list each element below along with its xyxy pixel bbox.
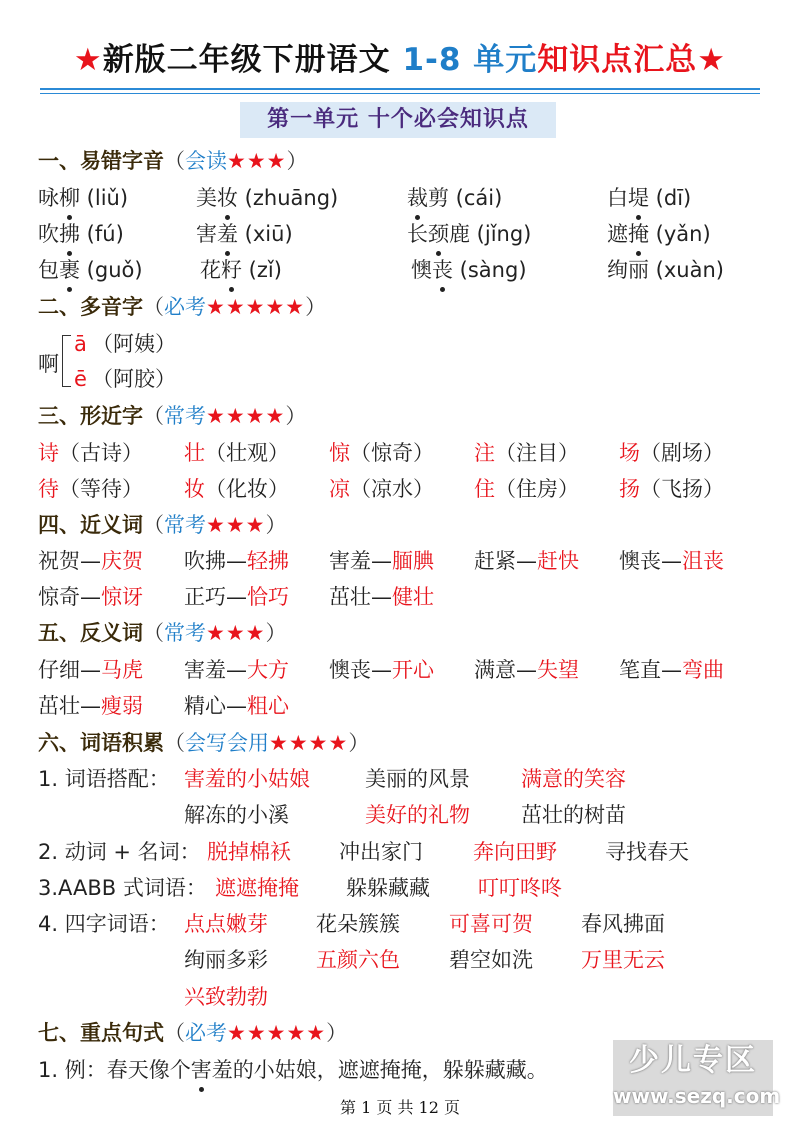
similar-char-item: 场（剧场） xyxy=(619,441,724,465)
synonym-pair: 懊丧—沮丧 xyxy=(619,549,724,573)
similar-char-item: 惊（惊奇） xyxy=(329,441,434,465)
antonym-pair: 满意—失望 xyxy=(474,658,579,682)
pinyin-item: 遮掩 (yǎn) xyxy=(607,217,711,251)
rating-stars: ★★★ xyxy=(227,149,287,173)
similar-char-item: 壮（壮观） xyxy=(184,441,289,465)
pinyin-item: 美妆 (zhuāng) xyxy=(196,181,338,215)
pinyin-item: 咏柳 (liǔ) xyxy=(38,181,128,215)
polyphone-reading: ē （阿胶） xyxy=(74,367,176,391)
synonym-pair: 正巧—恰巧 xyxy=(184,585,289,609)
pinyin-item: 害羞 (xiū) xyxy=(196,217,293,251)
section-heading-sentences: 七、重点句式（必考★★★★★） xyxy=(38,1021,348,1045)
antonym-pair: 害羞—大方 xyxy=(184,658,289,682)
rating-stars: ★★★★ xyxy=(269,731,349,755)
title-part-range: 1-8 xyxy=(402,42,462,78)
document-title xyxy=(0,38,800,82)
similar-char-item: 凉（凉水） xyxy=(329,477,434,501)
title-divider xyxy=(40,88,760,90)
vocab-row-aabb: 3.AABB 式词语： 遮遮掩掩 躲躲藏藏 叮叮咚咚 xyxy=(38,876,562,900)
antonym-pair: 仔细—马虎 xyxy=(38,658,143,682)
synonym-pair: 茁壮—健壮 xyxy=(329,585,434,609)
synonym-pair: 害羞—腼腆 xyxy=(329,549,434,573)
antonyms-row xyxy=(0,689,800,723)
antonym-pair: 笔直—弯曲 xyxy=(619,658,724,682)
rating-stars: ★★★★ xyxy=(206,404,286,428)
similar-char-item: 待（等待） xyxy=(38,477,143,501)
synonyms-row xyxy=(0,580,800,614)
vocab-row-verb-noun: 2. 动词 + 名词： 脱掉棉袄 冲出家门 奔向田野 寻找春天 xyxy=(38,840,689,864)
pinyin-item: 绚丽 (xuàn) xyxy=(607,258,724,282)
pinyin-item: 裁剪 (cái) xyxy=(407,181,502,215)
rating-stars: ★★★★★ xyxy=(227,1021,327,1045)
pinyin-row xyxy=(0,181,800,215)
synonyms-row xyxy=(0,544,800,578)
similar-char-item: 注（注目） xyxy=(474,441,579,465)
title-part-grade: 新版二年级下册语文 xyxy=(102,42,391,78)
vocab-row-collocation: 1. 词语搭配： 害羞的小姑娘 美丽的风景 满意的笑容 xyxy=(38,767,626,791)
synonym-pair: 祝贺—庆贺 xyxy=(38,549,143,573)
similar-chars-row xyxy=(0,436,800,470)
title-divider xyxy=(40,93,760,94)
section-heading-vocab: 六、词语积累（会写会用★★★★） xyxy=(38,731,370,755)
unit-title: 第一单元 十个必会知识点 xyxy=(240,102,556,138)
sentence-example: 1. 例：春天像个害羞的小姑娘，遮遮掩掩，躲躲藏藏。 xyxy=(0,1053,800,1087)
site-logo: 少儿专区 xyxy=(629,1043,757,1078)
pinyin-row xyxy=(0,253,800,287)
star-icon: ★ xyxy=(697,42,727,78)
title-part-unit: 单元 xyxy=(473,42,538,78)
vocab-row-idioms: 兴致勃勃 xyxy=(184,985,268,1009)
section-heading-pronunciation: 一、易错字音（会读★★★） xyxy=(38,149,308,173)
title-part-summary: 知识点汇总 xyxy=(537,42,698,78)
page-number: 第 1 页 共 12 页 xyxy=(340,1098,460,1117)
antonym-pair: 精心—粗心 xyxy=(184,694,289,718)
polyphone-char: 啊 xyxy=(38,352,59,376)
pinyin-row xyxy=(0,217,800,251)
similar-char-item: 诗（古诗） xyxy=(38,441,143,465)
synonym-pair: 惊奇—惊讶 xyxy=(38,585,143,609)
similar-char-item: 妆（化妆） xyxy=(184,477,289,501)
pinyin-item: 长颈鹿 (jǐng) xyxy=(407,217,531,251)
similar-char-item: 住（住房） xyxy=(474,477,579,501)
synonym-pair: 赶紧—赶快 xyxy=(474,549,579,573)
pinyin-item: 懊丧 (sàng) xyxy=(411,253,527,287)
pinyin-item: 白堤 (dī) xyxy=(607,181,691,215)
similar-char-item: 扬（飞扬） xyxy=(619,477,724,501)
section-heading-polyphone: 二、多音字（必考★★★★★） xyxy=(38,295,327,319)
vocab-row-collocation: 解冻的小溪 美好的礼物 茁壮的树苗 xyxy=(184,803,626,827)
rating-stars: ★★★★★ xyxy=(206,295,306,319)
antonym-pair: 懊丧—开心 xyxy=(329,658,434,682)
pinyin-item: 吹拂 (fú) xyxy=(38,217,124,251)
pinyin-item: 花籽 (zǐ) xyxy=(200,253,282,287)
polyphone-reading: ā （阿姨） xyxy=(74,332,176,356)
rating-stars: ★★★ xyxy=(206,621,266,645)
section-heading-antonyms: 五、反义词（常考★★★） xyxy=(38,621,287,645)
section-heading-similar-chars: 三、形近字（常考★★★★） xyxy=(38,404,307,428)
site-url: www.sezq.com xyxy=(613,1084,781,1108)
rating-stars: ★★★ xyxy=(206,513,266,537)
similar-chars-row xyxy=(0,472,800,506)
vocab-row-idioms: 绚丽多彩 五颜六色 碧空如洗 万里无云 xyxy=(184,948,665,972)
star-icon: ★ xyxy=(73,42,103,78)
antonym-pair: 茁壮—瘦弱 xyxy=(38,694,143,718)
synonym-pair: 吹拂—轻拂 xyxy=(184,549,289,573)
pinyin-item: 包裹 (guǒ) xyxy=(38,253,143,287)
antonyms-row xyxy=(0,653,800,687)
section-heading-synonyms: 四、近义词（常考★★★） xyxy=(38,513,287,537)
vocab-row-idioms: 4. 四字词语： 点点嫩芽 花朵簇簇 可喜可贺 春风拂面 xyxy=(38,912,665,936)
